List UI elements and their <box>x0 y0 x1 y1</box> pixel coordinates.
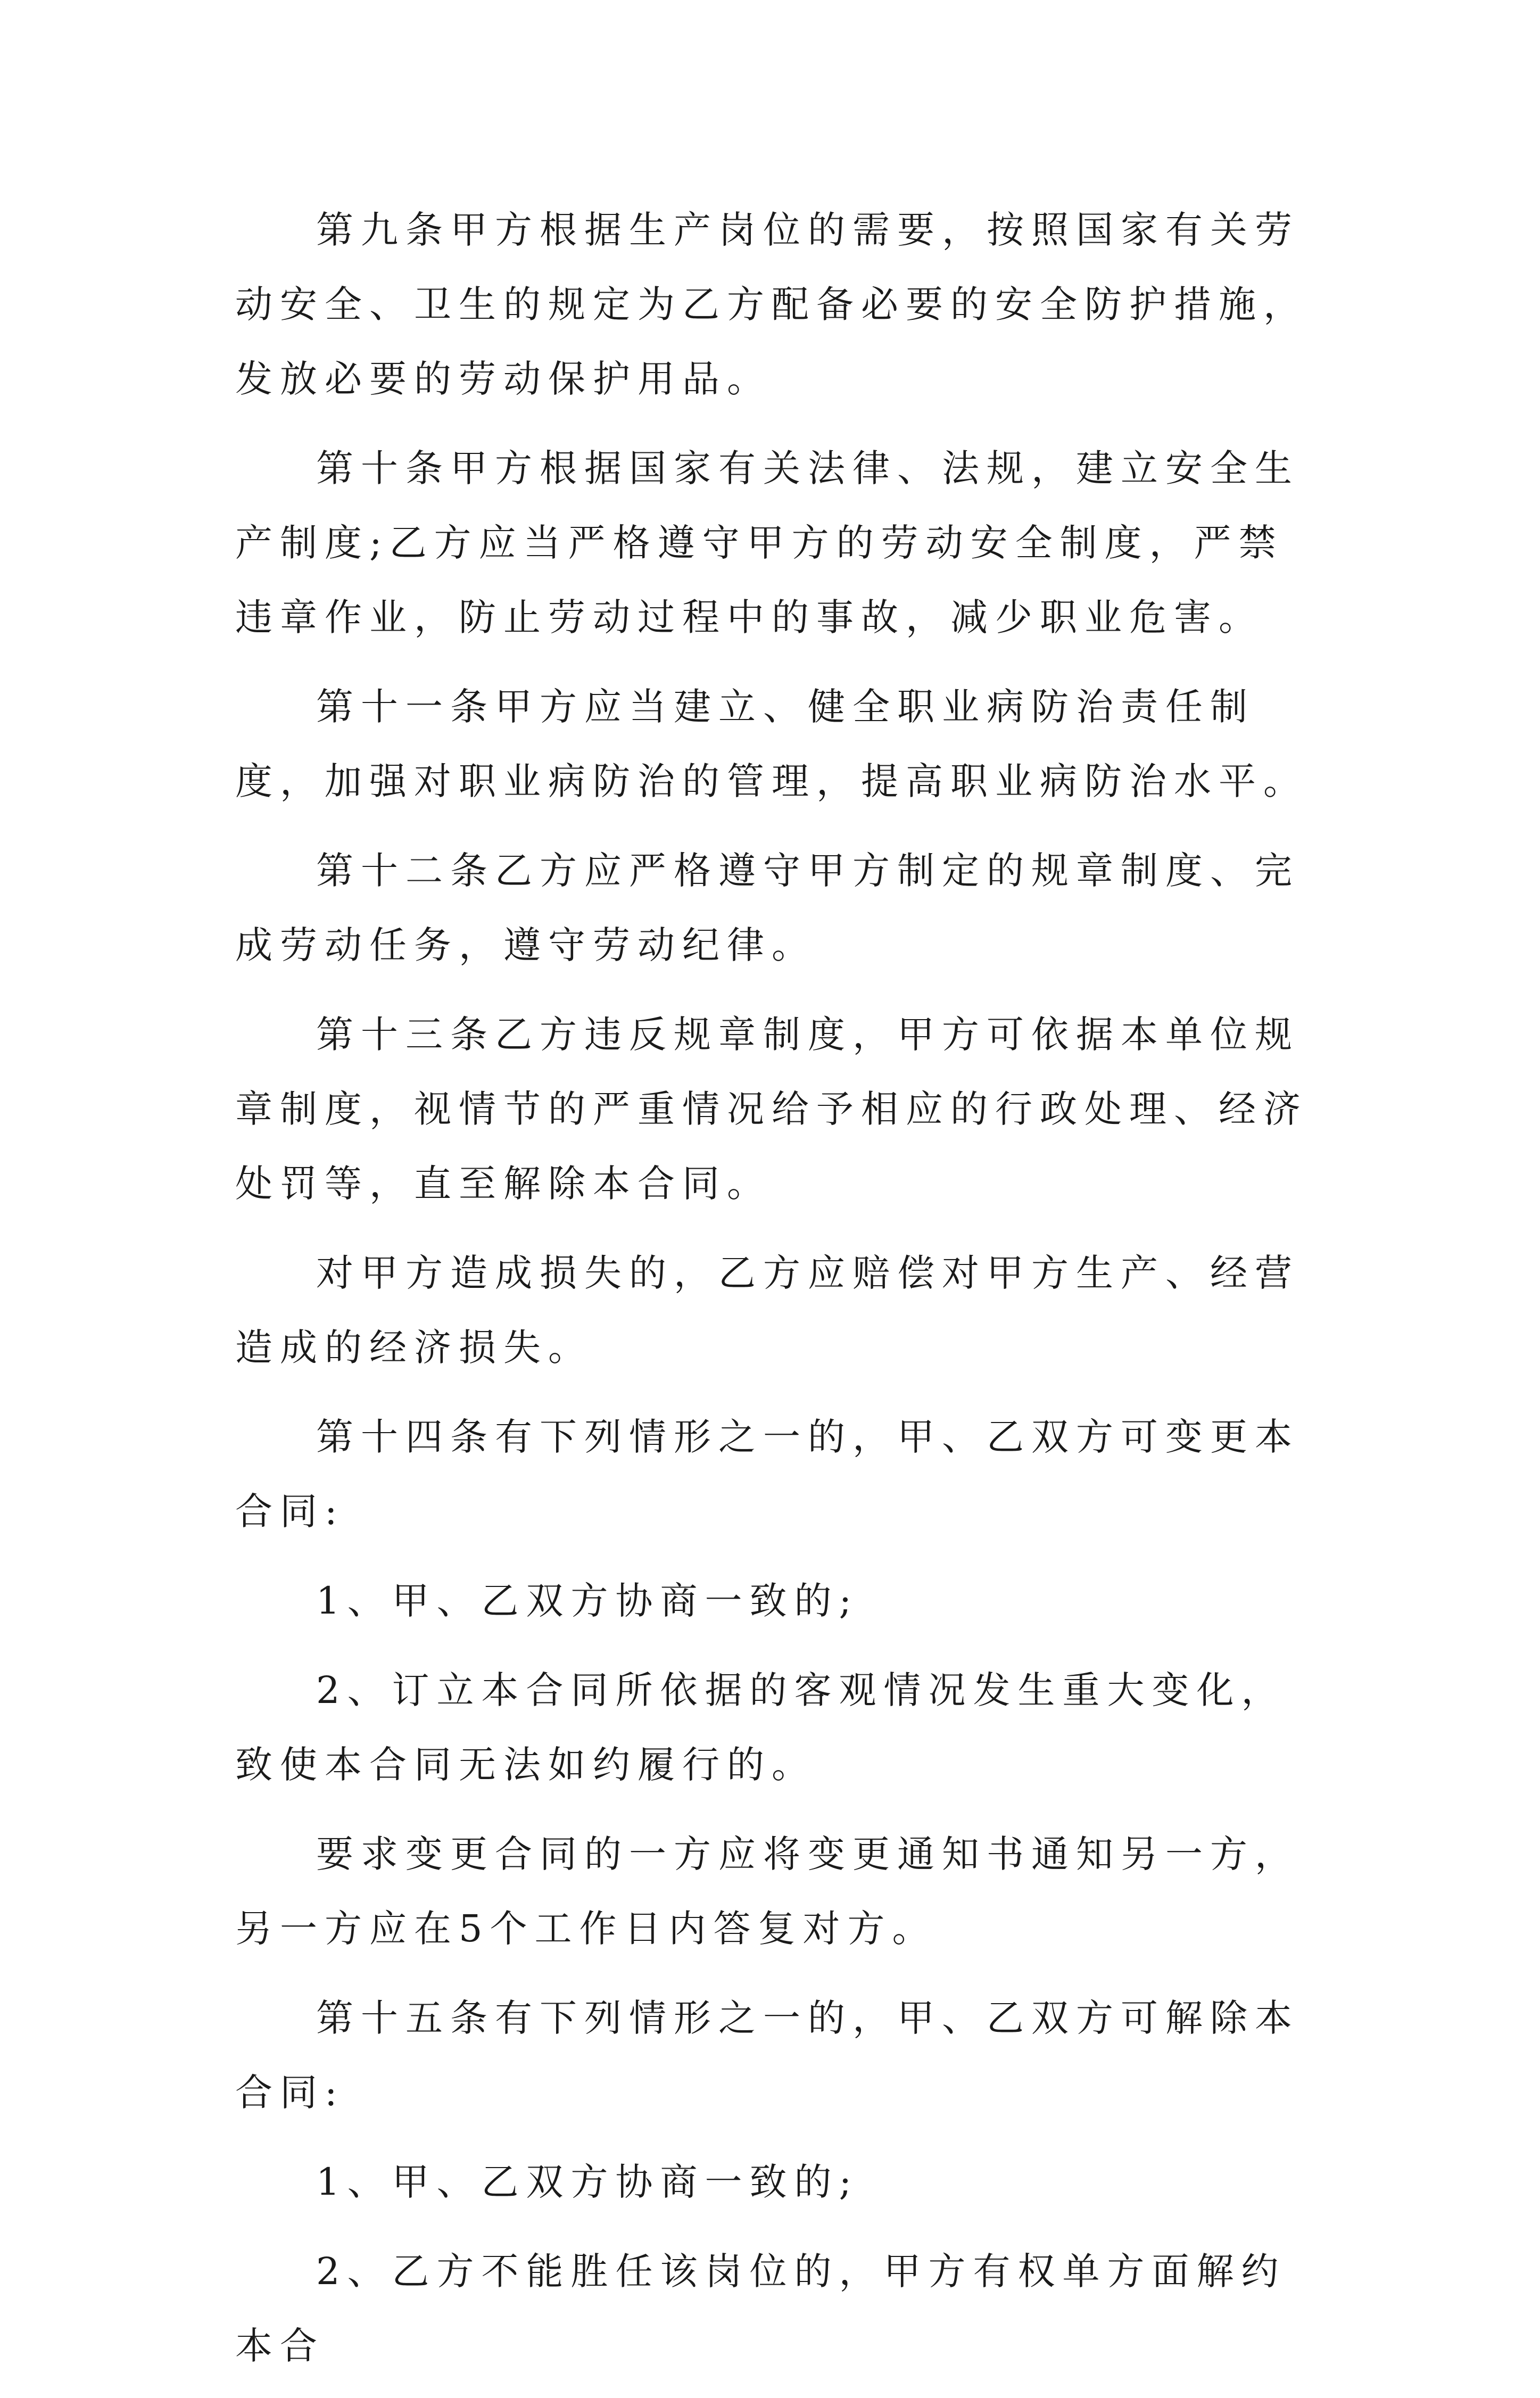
paragraph-article-15: 第十五条有下列情形之一的，甲、乙双方可解除本合同: <box>235 1996 1299 2114</box>
document-body <box>235 193 1323 2398</box>
paragraph-article-14-item-2: 2、订立本合同所依据的客观情况发生重大变化，致使本合同无法如约履行的。 <box>235 1668 1286 1787</box>
paragraph-article-12: 第十二条乙方应严格遵守甲方制定的规章制度、完成劳动任务，遵守劳动纪律。 <box>235 849 1299 967</box>
paragraph-article-11: 第十一条甲方应当建立、健全职业病防治责任制度，加强对职业病防治的管理，提高职业病防治水平。 <box>235 685 1308 803</box>
paragraph-article-15-item-2: 2、乙方不能胜任该岗位的，甲方有权单方面解约本合 <box>235 2250 1286 2368</box>
paragraph-article-9: 第九条甲方根据生产岗位的需要，按照国家有关劳动安全、卫生的规定为乙方配备必要的安全防护措施，发放必要的劳动保护用品。 <box>235 208 1308 401</box>
paragraph-article-14-item-1: 1、甲、乙双方协商一致的; <box>316 1579 859 1623</box>
paragraph-article-14: 第十四条有下列情形之一的，甲、乙双方可变更本合同: <box>235 1415 1299 1533</box>
paragraph-article-13: 第十三条乙方违反规章制度，甲方可依据本单位规章制度，视情节的严重情况给予相应的行政处理、经济处罚等，直至解除本合同。 <box>235 1013 1308 1205</box>
paragraph-article-15-item-1: 1、甲、乙双方协商一致的; <box>316 2160 859 2204</box>
paragraph-article-13-loss: 对甲方造成损失的，乙方应赔偿对甲方生产、经营造成的经济损失。 <box>235 1251 1299 1369</box>
paragraph-article-10: 第十条甲方根据国家有关法律、法规，建立安全生产制度;乙方应当严格遵守甲方的劳动安全制度，严禁违章作业，防止劳动过程中的事故，减少职业危害。 <box>235 446 1299 639</box>
paragraph-article-14-notice: 要求变更合同的一方应将变更通知书通知另一方，另一方应在5个工作日内答复对方。 <box>235 1832 1299 1950</box>
